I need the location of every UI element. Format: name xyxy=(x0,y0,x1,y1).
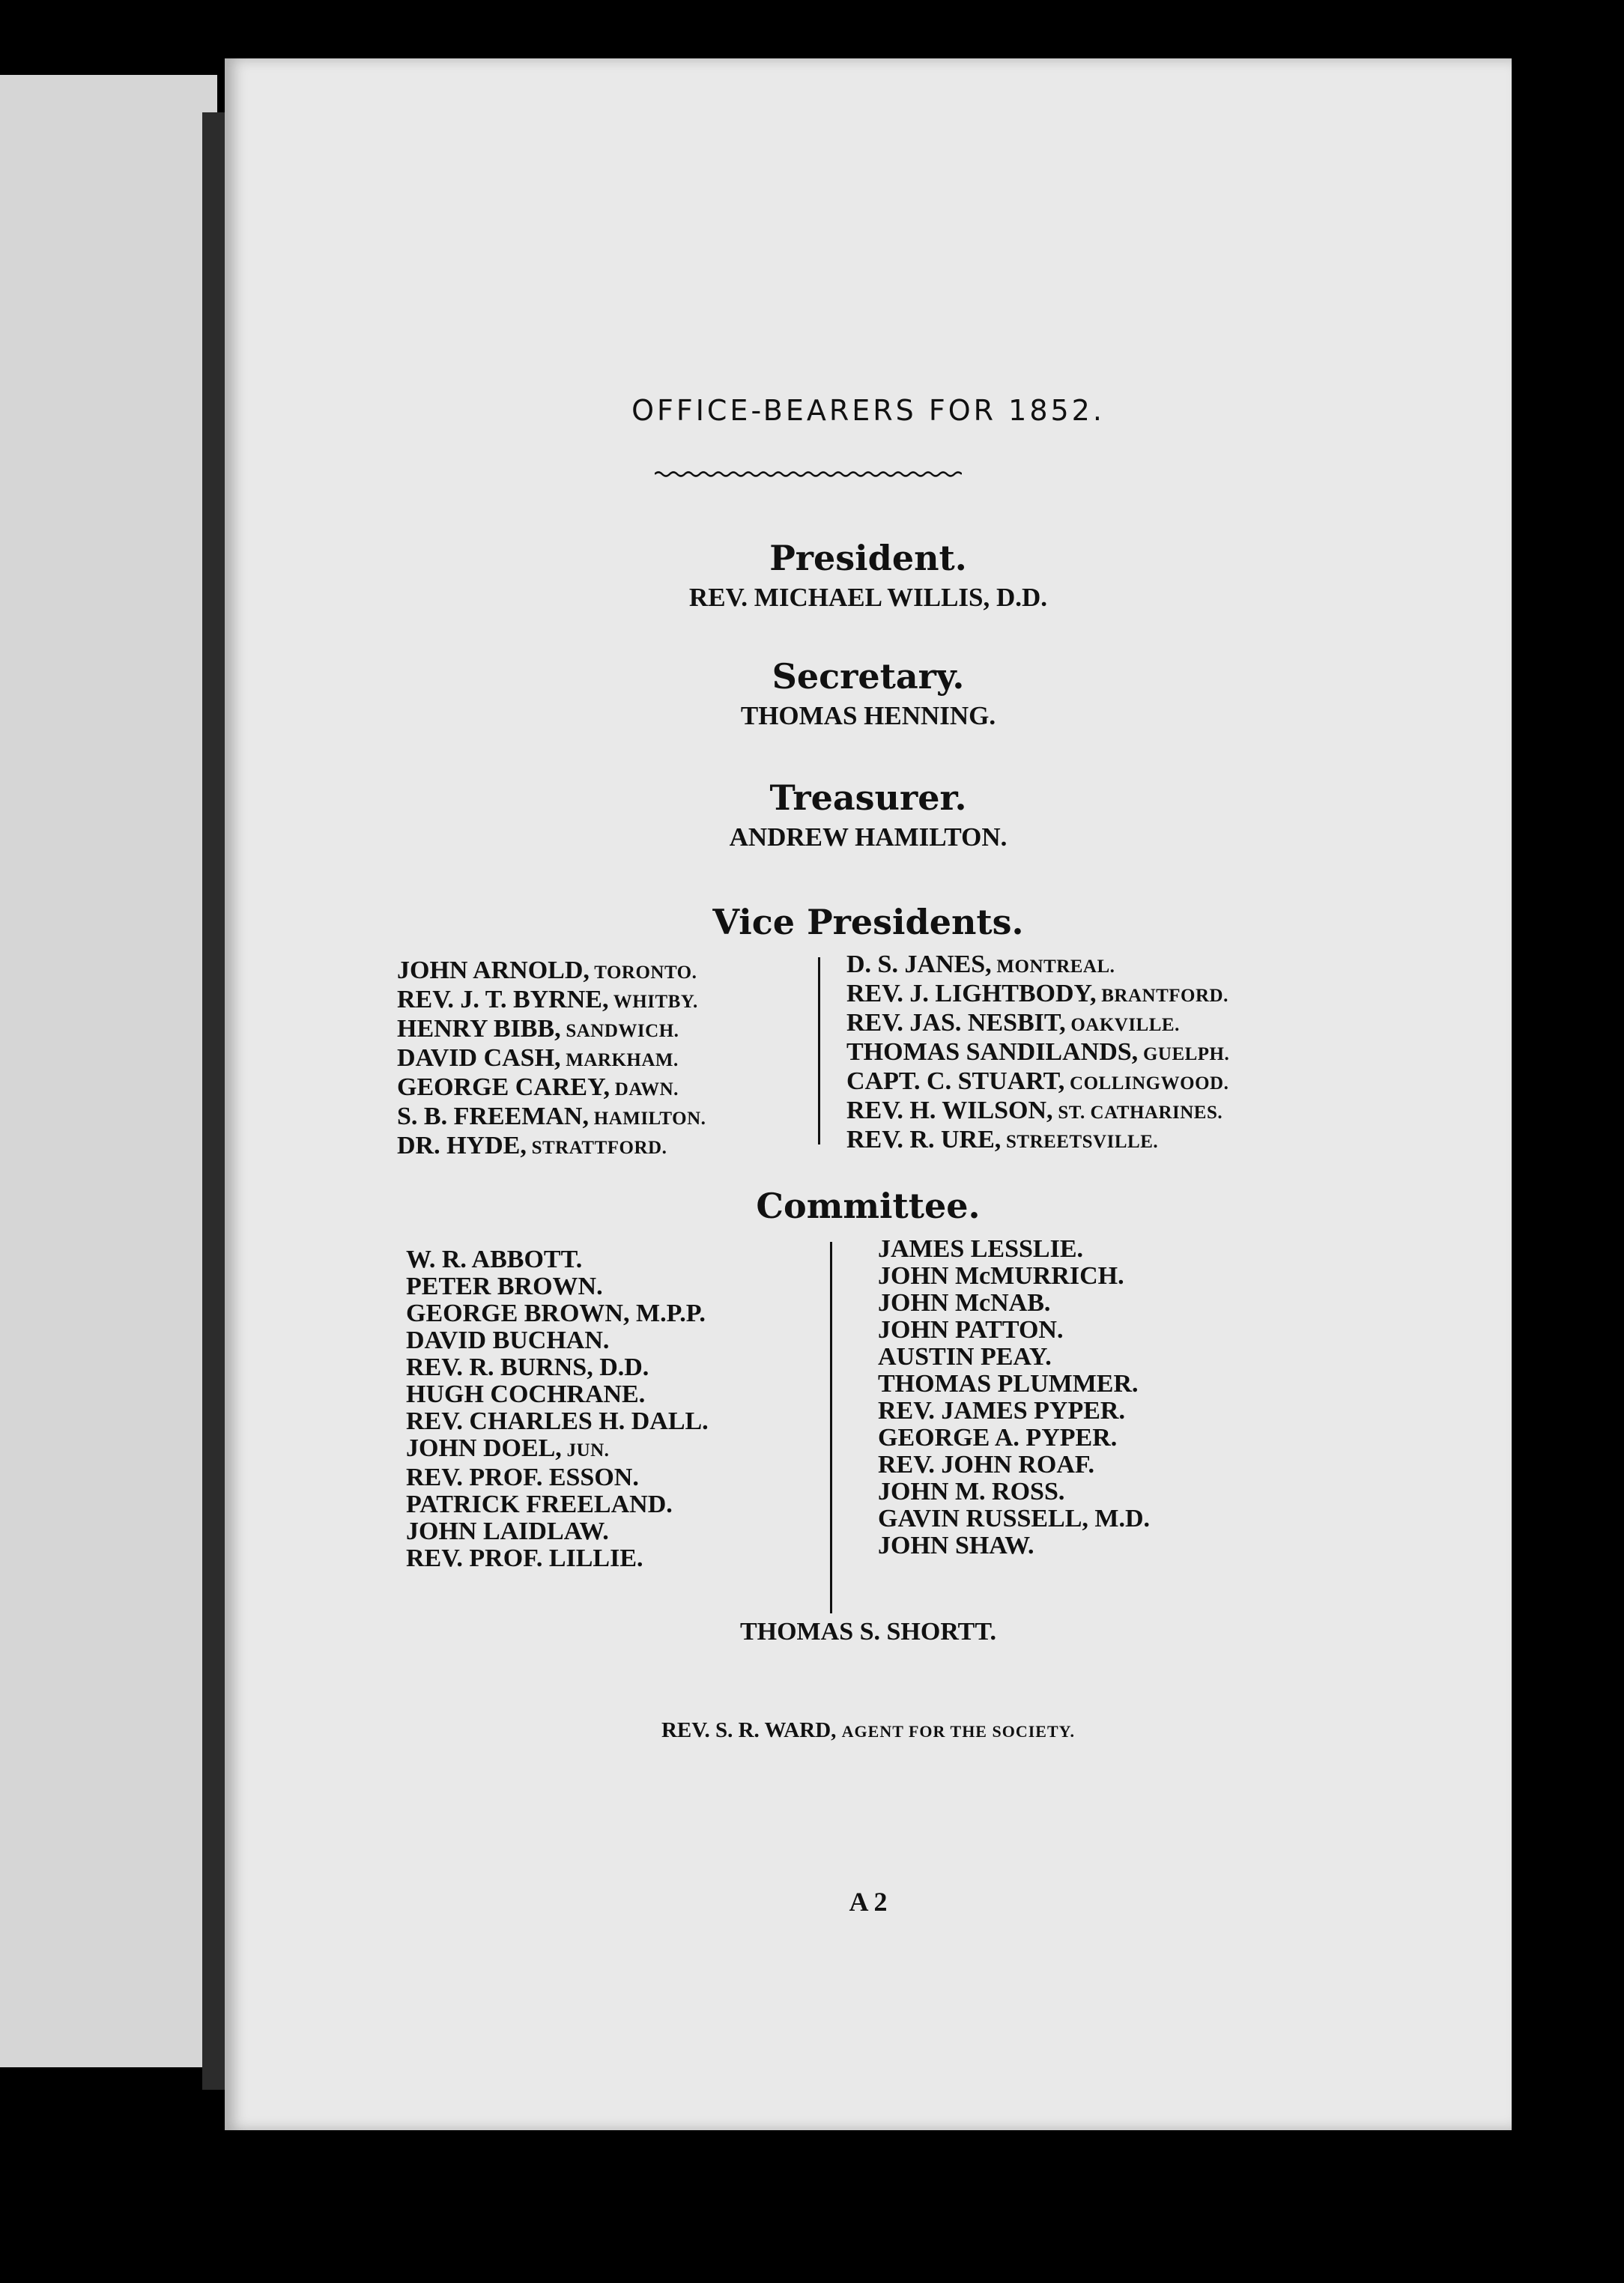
committee-member-entry xyxy=(406,1464,709,1491)
member-name: REV. J. LIGHTBODY, xyxy=(846,980,1097,1007)
vice-president-entry xyxy=(397,1045,706,1074)
vice-president-entry xyxy=(846,1010,1229,1039)
member-place: OAKVILLE. xyxy=(1065,1015,1180,1035)
vice-president-entry xyxy=(846,1068,1229,1097)
facing-page xyxy=(0,75,217,2067)
member-name: REV. PROF. ESSON. xyxy=(406,1464,639,1491)
president-heading: President. xyxy=(769,538,967,578)
committee-member-entry xyxy=(878,1263,1150,1290)
vice-president-entry xyxy=(846,1039,1229,1068)
committee-right-column xyxy=(878,1236,1150,1559)
vice-president-entry xyxy=(397,986,706,1016)
member-place: SANDWICH. xyxy=(560,1021,679,1041)
committee-divider xyxy=(830,1242,832,1613)
member-name: REV. JAS. NESBIT, xyxy=(846,1009,1066,1037)
member-name: REV. R. URE, xyxy=(846,1126,1002,1153)
member-name: GEORGE CAREY, xyxy=(397,1073,610,1101)
committee-left-column xyxy=(406,1246,709,1572)
member-place: COLLINGWOOD. xyxy=(1064,1073,1229,1094)
member-name: DR. HYDE, xyxy=(397,1132,527,1159)
committee-member-entry xyxy=(406,1300,709,1327)
member-name: PATRICK FREELAND. xyxy=(406,1491,673,1518)
member-name: JOHN McNAB. xyxy=(878,1289,1051,1317)
committee-heading: Committee. xyxy=(756,1186,981,1226)
member-name: CAPT. C. STUART, xyxy=(846,1067,1065,1095)
committee-member-entry xyxy=(878,1317,1150,1344)
committee-member-entry xyxy=(406,1408,709,1435)
page-heading: OFFICE-BEARERS FOR 1852. xyxy=(631,394,1105,427)
secretary-name: THOMAS HENNING. xyxy=(740,701,996,730)
member-name: GAVIN RUSSELL, M.D. xyxy=(878,1505,1151,1532)
member-place: HAMILTON. xyxy=(588,1109,706,1129)
member-name: AUSTIN PEAY. xyxy=(878,1343,1052,1371)
vice-presidents-divider xyxy=(818,957,820,1144)
member-name: HENRY BIBB, xyxy=(397,1015,561,1043)
page-number: A 2 xyxy=(849,1887,888,1917)
member-name: REV. CHARLES H. DALL. xyxy=(406,1407,709,1435)
committee-member-entry xyxy=(878,1398,1150,1425)
vice-presidents-right-column xyxy=(846,951,1229,1156)
treasurer-heading: Treasurer. xyxy=(769,777,967,818)
member-name: REV. JAMES PYPER. xyxy=(878,1397,1125,1425)
member-name: JOHN DOEL, xyxy=(406,1434,562,1462)
vice-president-entry xyxy=(397,1074,706,1103)
committee-member-entry xyxy=(406,1354,709,1381)
member-place: WHITBY. xyxy=(608,992,698,1012)
committee-member-entry xyxy=(406,1273,709,1300)
member-place: STREETSVILLE. xyxy=(1001,1132,1159,1152)
committee-member-entry xyxy=(878,1479,1150,1506)
committee-member-entry xyxy=(406,1246,709,1273)
committee-member-entry xyxy=(878,1371,1150,1398)
vice-president-entry xyxy=(397,1016,706,1045)
agent-line xyxy=(225,1718,1512,1743)
vice-president-entry xyxy=(846,1097,1229,1127)
vice-president-entry xyxy=(846,980,1229,1010)
vice-president-entry xyxy=(397,1103,706,1133)
committee-member-entry xyxy=(878,1532,1150,1559)
member-place: MARKHAM. xyxy=(560,1050,679,1070)
member-name: HUGH COCHRANE. xyxy=(406,1380,646,1408)
member-name: S. B. FREEMAN, xyxy=(397,1103,589,1130)
member-place: TORONTO. xyxy=(589,962,697,983)
member-place: ST. CATHARINES. xyxy=(1052,1103,1223,1123)
committee-member-entry xyxy=(878,1452,1150,1479)
treasurer-name: ANDREW HAMILTON. xyxy=(729,822,1008,852)
member-name: THOMAS SANDILANDS, xyxy=(846,1038,1139,1066)
member-name: JOHN M. ROSS. xyxy=(878,1478,1065,1506)
committee-member-entry xyxy=(406,1435,709,1464)
member-name: REV. R. BURNS, D.D. xyxy=(406,1353,649,1381)
member-name: JOHN LAIDLAW. xyxy=(406,1518,609,1545)
committee-member-entry xyxy=(878,1506,1150,1532)
vice-president-entry xyxy=(846,951,1229,980)
committee-member-entry xyxy=(406,1491,709,1518)
member-place: MONTREAL. xyxy=(991,956,1115,977)
member-name: PETER BROWN. xyxy=(406,1273,603,1300)
committee-member-entry xyxy=(406,1545,709,1572)
member-name: JOHN ARNOLD, xyxy=(397,956,590,984)
president-name: REV. MICHAEL WILLIS, D.D. xyxy=(688,583,1048,612)
committee-member-entry xyxy=(406,1381,709,1408)
member-name: JOHN PATTON. xyxy=(878,1316,1064,1344)
member-name: DAVID BUCHAN. xyxy=(406,1327,610,1354)
book-gutter xyxy=(202,112,228,2090)
document-page xyxy=(225,58,1512,2130)
member-name: GEORGE BROWN, M.P.P. xyxy=(406,1300,706,1327)
vice-presidents-heading: Vice Presidents. xyxy=(712,902,1024,942)
member-name: REV. H. WILSON, xyxy=(846,1097,1053,1124)
committee-member-entry xyxy=(878,1290,1150,1317)
committee-member-entry xyxy=(878,1425,1150,1452)
agent-role: AGENT FOR THE SOCIETY. xyxy=(841,1722,1075,1741)
vice-president-entry xyxy=(397,1133,706,1162)
member-name: REV. JOHN ROAF. xyxy=(878,1451,1095,1479)
member-name: REV. PROF. LILLIE. xyxy=(406,1544,643,1572)
secretary-heading: Secretary. xyxy=(772,656,965,697)
vice-presidents-left-column xyxy=(397,957,706,1162)
member-name: THOMAS PLUMMER. xyxy=(878,1370,1139,1398)
member-place: JUN. xyxy=(561,1440,610,1461)
vice-president-entry xyxy=(397,957,706,986)
committee-member-entry xyxy=(406,1518,709,1545)
wavy-rule xyxy=(655,469,962,479)
member-name: JAMES LESSLIE. xyxy=(878,1235,1083,1263)
member-place: STRATTFORD. xyxy=(526,1138,667,1158)
member-place: BRANTFORD. xyxy=(1096,986,1228,1006)
member-name: GEORGE A. PYPER. xyxy=(878,1424,1118,1452)
member-place: DAWN. xyxy=(610,1079,679,1100)
committee-member-entry xyxy=(878,1344,1150,1371)
committee-member-entry xyxy=(878,1236,1150,1263)
member-name: D. S. JANES, xyxy=(846,951,992,978)
vice-president-entry xyxy=(846,1127,1229,1156)
committee-member-entry xyxy=(406,1327,709,1354)
member-name: W. R. ABBOTT. xyxy=(406,1246,583,1273)
committee-last-member: THOMAS S. SHORTT. xyxy=(739,1618,997,1646)
member-place: GUELPH. xyxy=(1138,1044,1230,1064)
member-name: DAVID CASH, xyxy=(397,1044,561,1072)
member-name: JOHN SHAW. xyxy=(878,1532,1034,1559)
agent-name: REV. S. R. WARD, xyxy=(661,1718,837,1742)
member-name: JOHN McMURRICH. xyxy=(878,1262,1124,1290)
member-name: REV. J. T. BYRNE, xyxy=(397,986,609,1013)
